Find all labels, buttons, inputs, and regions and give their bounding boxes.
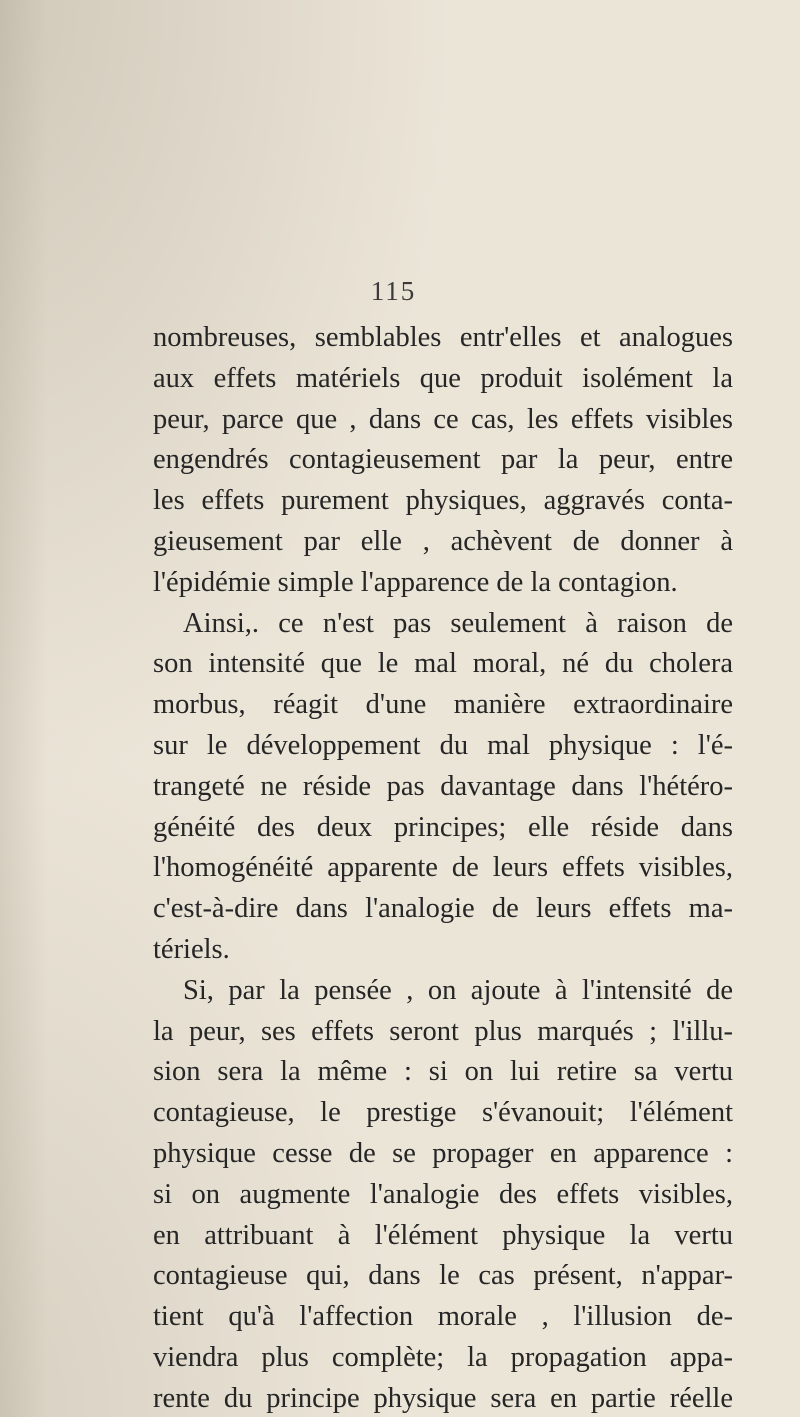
text-line: physique cesse de se propager en apparence : — [153, 1137, 733, 1169]
text-line: les effets purement physiques, aggravés conta- — [153, 485, 733, 517]
page-number: 115 — [370, 276, 417, 306]
text-line: en attribuant à l'élément physique la vertu — [153, 1219, 733, 1251]
text-line: tient qu'à l'affection morale , l'illusion de- — [153, 1301, 733, 1333]
text-line: morbus, réagit d'une manière extraordinaire — [153, 689, 733, 721]
body-text — [153, 318, 733, 1417]
text-line: aux effets matériels que produit isolément la — [153, 362, 733, 394]
text-line: viendra plus complète; la propagation appa- — [153, 1341, 733, 1373]
text-line: son intensité que le mal moral, né du cholera — [153, 648, 733, 680]
text-line: sur le développement du mal physique : l'é- — [153, 729, 733, 761]
text-line: si on augmente l'analogie des effets visibles, — [153, 1178, 733, 1210]
text-line: nombreuses, semblables entr'elles et analogues — [153, 322, 733, 353]
text-line: l'homogénéité apparente de leurs effets visibles, — [153, 852, 733, 884]
text-line: contagieuse, le prestige s'évanouit; l'élément — [153, 1097, 733, 1129]
text-line: c'est-à-dire dans l'analogie de leurs effets ma- — [153, 893, 733, 925]
text-line: engendrés contagieusement par la peur, entre — [153, 444, 733, 476]
text-line: peur, parce que , dans ce cas, les effets visibles — [153, 403, 733, 435]
text-line: l'épidémie simple l'apparence de la contagion. — [153, 566, 678, 598]
text-line: la peur, ses effets seront plus marqués ; l'illu- — [153, 1015, 733, 1047]
text-line: trangeté ne réside pas davantage dans l'hétéro- — [153, 770, 733, 802]
paragraph-start-line: Si, par la pensée , on ajoute à l'intensité de — [183, 974, 733, 1006]
text-line: tériels. — [153, 933, 230, 965]
text-line: rente du principe physique sera en partie réelle — [153, 1382, 733, 1414]
text-line: contagieuse qui, dans le cas présent, n'appar- — [153, 1260, 733, 1292]
text-line: gieusement par elle , achèvent de donner à — [153, 525, 733, 557]
paragraph-start-line: Ainsi,. ce n'est pas seulement à raison de — [183, 607, 733, 639]
text-line: sion sera la même : si on lui retire sa vertu — [153, 1056, 733, 1088]
text-line: généité des deux principes; elle réside dans — [153, 811, 733, 843]
